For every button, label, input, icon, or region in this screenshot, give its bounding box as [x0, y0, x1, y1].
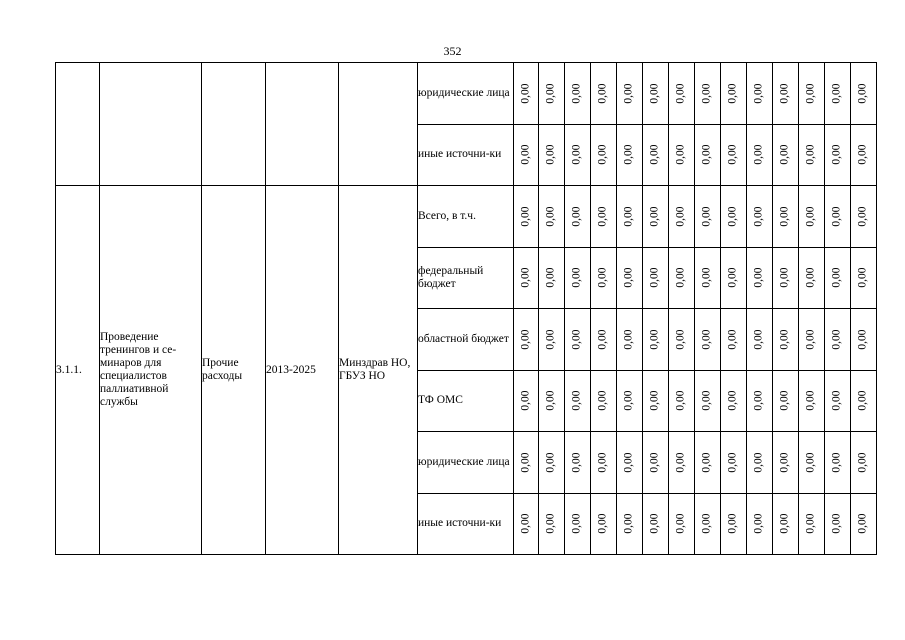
value-text: 0,00: [727, 83, 739, 104]
value-text: 0,00: [571, 390, 583, 411]
value-cell: [773, 309, 799, 371]
value-text: 0,00: [779, 513, 791, 534]
value-cell: [721, 186, 747, 248]
value-text: 0,00: [545, 144, 557, 165]
value-cell: [773, 247, 799, 309]
value-cell: [565, 432, 591, 494]
value-cell: [565, 309, 591, 371]
value-text: 0,00: [623, 329, 635, 350]
value-cell: [514, 186, 539, 248]
value-cell: [721, 493, 747, 555]
value-cell: [851, 63, 877, 125]
item-number: 3.1.1.: [56, 186, 100, 555]
value-text: 0,00: [519, 144, 532, 165]
value-text: 0,00: [545, 206, 557, 227]
value-cell: [643, 63, 669, 125]
page-number: 352: [443, 44, 462, 58]
value-text: 0,00: [831, 83, 843, 104]
value-text: 0,00: [675, 267, 687, 288]
value-cell: [773, 186, 799, 248]
value-cell: [539, 432, 565, 494]
value-cell: [747, 493, 773, 555]
value-cell: [747, 247, 773, 309]
table-row: [56, 63, 877, 125]
value-text: 0,00: [753, 83, 765, 104]
value-cell: [539, 247, 565, 309]
item-period: 2013-2025: [266, 186, 339, 555]
table-row: [56, 186, 877, 248]
value-text: 0,00: [831, 390, 843, 411]
value-text: 0,00: [649, 452, 661, 473]
value-cell: [695, 63, 721, 125]
value-text: 0,00: [519, 513, 532, 534]
value-text: 0,00: [779, 144, 791, 165]
value-text: 0,00: [831, 144, 843, 165]
value-cell: [799, 370, 825, 432]
value-text: 0,00: [805, 83, 817, 104]
value-text: 0,00: [857, 390, 869, 411]
value-text: 0,00: [727, 513, 739, 534]
value-cell: [617, 186, 643, 248]
value-cell: [669, 493, 695, 555]
value-cell: [514, 432, 539, 494]
value-text: 0,00: [701, 513, 713, 534]
value-text: 0,00: [519, 267, 532, 288]
value-text: 0,00: [675, 329, 687, 350]
value-text: 0,00: [857, 144, 869, 165]
value-text: 0,00: [727, 144, 739, 165]
value-text: 0,00: [623, 267, 635, 288]
value-cell: [617, 370, 643, 432]
value-text: 0,00: [675, 390, 687, 411]
value-cell: [799, 309, 825, 371]
value-cell: [747, 124, 773, 186]
prev-item-executor: [339, 63, 418, 186]
value-cell: [591, 309, 617, 371]
value-cell: [695, 309, 721, 371]
value-text: 0,00: [675, 452, 687, 473]
funding-source: областной бюджет: [418, 309, 514, 371]
value-text: 0,00: [675, 206, 687, 227]
value-text: 0,00: [805, 267, 817, 288]
value-cell: [773, 124, 799, 186]
value-cell: [747, 63, 773, 125]
value-text: 0,00: [623, 83, 635, 104]
value-text: 0,00: [545, 513, 557, 534]
funding-source: юридические лица: [418, 432, 514, 494]
value-cell: [721, 370, 747, 432]
value-cell: [591, 493, 617, 555]
value-cell: [643, 309, 669, 371]
value-text: 0,00: [649, 83, 661, 104]
value-text: 0,00: [701, 267, 713, 288]
value-text: 0,00: [753, 144, 765, 165]
value-cell: [514, 309, 539, 371]
value-cell: [539, 186, 565, 248]
value-cell: [539, 309, 565, 371]
value-cell: [539, 370, 565, 432]
value-cell: [825, 124, 851, 186]
value-cell: [773, 493, 799, 555]
value-cell: [514, 493, 539, 555]
value-text: 0,00: [727, 206, 739, 227]
value-text: 0,00: [727, 452, 739, 473]
value-text: 0,00: [675, 513, 687, 534]
value-cell: [851, 432, 877, 494]
value-text: 0,00: [597, 329, 609, 350]
value-text: 0,00: [753, 390, 765, 411]
value-cell: [695, 493, 721, 555]
value-cell: [617, 124, 643, 186]
item-name: Проведение тренингов и се-минаров для специалистов паллиативной службы: [100, 186, 202, 555]
value-text: 0,00: [805, 390, 817, 411]
value-text: 0,00: [753, 206, 765, 227]
value-cell: [643, 493, 669, 555]
value-text: 0,00: [649, 513, 661, 534]
value-cell: [669, 309, 695, 371]
value-cell: [514, 63, 539, 125]
value-text: 0,00: [623, 513, 635, 534]
value-cell: [747, 432, 773, 494]
value-text: 0,00: [831, 206, 843, 227]
value-text: 0,00: [623, 452, 635, 473]
value-text: 0,00: [701, 390, 713, 411]
value-text: 0,00: [649, 329, 661, 350]
value-cell: [514, 124, 539, 186]
value-text: 0,00: [779, 329, 791, 350]
value-text: 0,00: [831, 452, 843, 473]
value-text: 0,00: [597, 144, 609, 165]
value-cell: [695, 432, 721, 494]
value-text: 0,00: [545, 390, 557, 411]
value-text: 0,00: [571, 513, 583, 534]
value-cell: [773, 370, 799, 432]
value-cell: [825, 247, 851, 309]
value-text: 0,00: [727, 390, 739, 411]
budget-table: [55, 62, 877, 555]
value-text: 0,00: [597, 390, 609, 411]
value-cell: [799, 247, 825, 309]
value-text: 0,00: [623, 390, 635, 411]
value-text: 0,00: [701, 144, 713, 165]
value-text: 0,00: [805, 329, 817, 350]
value-text: 0,00: [753, 267, 765, 288]
value-text: 0,00: [649, 267, 661, 288]
value-cell: [565, 493, 591, 555]
value-cell: [565, 247, 591, 309]
prev-item-name: [100, 63, 202, 186]
value-cell: [773, 63, 799, 125]
value-cell: [565, 63, 591, 125]
value-cell: [695, 370, 721, 432]
value-text: 0,00: [753, 329, 765, 350]
value-text: 0,00: [779, 390, 791, 411]
item-executor: Минздрав НО, ГБУЗ НО: [339, 186, 418, 555]
value-cell: [643, 124, 669, 186]
value-text: 0,00: [779, 452, 791, 473]
value-cell: [617, 309, 643, 371]
value-text: 0,00: [649, 206, 661, 227]
value-cell: [799, 493, 825, 555]
value-text: 0,00: [701, 329, 713, 350]
funding-source: иные источни-ки: [418, 124, 514, 186]
value-text: 0,00: [753, 452, 765, 473]
funding-source: ТФ ОМС: [418, 370, 514, 432]
value-text: 0,00: [831, 513, 843, 534]
value-cell: [643, 370, 669, 432]
value-text: 0,00: [779, 206, 791, 227]
value-cell: [617, 63, 643, 125]
value-text: 0,00: [545, 452, 557, 473]
value-cell: [514, 247, 539, 309]
value-cell: [617, 493, 643, 555]
value-cell: [669, 63, 695, 125]
value-text: 0,00: [571, 144, 583, 165]
value-text: 0,00: [519, 329, 532, 350]
value-cell: [851, 186, 877, 248]
value-cell: [643, 432, 669, 494]
value-cell: [617, 247, 643, 309]
value-text: 0,00: [571, 267, 583, 288]
value-cell: [851, 493, 877, 555]
value-text: 0,00: [545, 329, 557, 350]
value-text: 0,00: [597, 206, 609, 227]
value-text: 0,00: [805, 452, 817, 473]
value-text: 0,00: [831, 267, 843, 288]
value-cell: [669, 186, 695, 248]
value-cell: [539, 63, 565, 125]
value-cell: [591, 432, 617, 494]
value-cell: [591, 186, 617, 248]
value-text: 0,00: [649, 390, 661, 411]
value-cell: [721, 432, 747, 494]
value-cell: [825, 432, 851, 494]
value-text: 0,00: [857, 452, 869, 473]
funding-source: юридические лица: [418, 63, 514, 125]
value-text: 0,00: [675, 144, 687, 165]
value-text: 0,00: [805, 206, 817, 227]
value-text: 0,00: [571, 83, 583, 104]
value-cell: [851, 309, 877, 371]
value-cell: [565, 370, 591, 432]
value-text: 0,00: [701, 83, 713, 104]
value-cell: [747, 370, 773, 432]
value-cell: [695, 186, 721, 248]
funding-source: Всего, в т.ч.: [418, 186, 514, 248]
value-text: 0,00: [623, 206, 635, 227]
value-cell: [825, 493, 851, 555]
value-cell: [565, 124, 591, 186]
value-text: 0,00: [857, 329, 869, 350]
value-text: 0,00: [545, 267, 557, 288]
value-text: 0,00: [571, 206, 583, 227]
value-cell: [721, 63, 747, 125]
value-text: 0,00: [597, 83, 609, 104]
value-text: 0,00: [597, 452, 609, 473]
value-text: 0,00: [857, 513, 869, 534]
value-text: 0,00: [701, 452, 713, 473]
value-cell: [747, 186, 773, 248]
value-text: 0,00: [675, 83, 687, 104]
value-cell: [851, 247, 877, 309]
value-text: 0,00: [727, 267, 739, 288]
value-cell: [799, 63, 825, 125]
value-cell: [825, 186, 851, 248]
value-text: 0,00: [519, 206, 532, 227]
value-text: 0,00: [805, 513, 817, 534]
value-text: 0,00: [779, 267, 791, 288]
value-cell: [825, 370, 851, 432]
value-cell: [799, 124, 825, 186]
value-text: 0,00: [597, 513, 609, 534]
value-cell: [643, 186, 669, 248]
value-text: 0,00: [701, 206, 713, 227]
value-cell: [539, 493, 565, 555]
value-cell: [773, 432, 799, 494]
value-text: 0,00: [857, 267, 869, 288]
value-cell: [669, 124, 695, 186]
value-text: 0,00: [857, 206, 869, 227]
value-cell: [851, 124, 877, 186]
funding-source: федеральный бюджет: [418, 247, 514, 309]
value-text: 0,00: [519, 452, 532, 473]
value-text: 0,00: [571, 329, 583, 350]
value-cell: [695, 247, 721, 309]
prev-item-period: [266, 63, 339, 186]
value-cell: [565, 186, 591, 248]
value-cell: [669, 432, 695, 494]
value-cell: [851, 370, 877, 432]
value-text: 0,00: [831, 329, 843, 350]
value-text: 0,00: [571, 452, 583, 473]
value-cell: [539, 124, 565, 186]
value-text: 0,00: [545, 83, 557, 104]
value-text: 0,00: [805, 144, 817, 165]
funding-source: иные источни-ки: [418, 493, 514, 555]
value-cell: [747, 309, 773, 371]
value-cell: [825, 63, 851, 125]
value-cell: [721, 309, 747, 371]
value-cell: [591, 247, 617, 309]
value-text: 0,00: [857, 83, 869, 104]
value-text: 0,00: [753, 513, 765, 534]
value-cell: [591, 124, 617, 186]
value-text: 0,00: [727, 329, 739, 350]
item-expense-type: Прочие расходы: [202, 186, 266, 555]
value-text: 0,00: [623, 144, 635, 165]
value-cell: [799, 186, 825, 248]
value-text: 0,00: [597, 267, 609, 288]
value-cell: [721, 247, 747, 309]
value-cell: [721, 124, 747, 186]
value-text: 0,00: [649, 144, 661, 165]
value-text: 0,00: [519, 390, 532, 411]
prev-item-number: [56, 63, 100, 186]
prev-item-expense-type: [202, 63, 266, 186]
value-cell: [695, 124, 721, 186]
value-cell: [591, 370, 617, 432]
value-cell: [669, 370, 695, 432]
value-cell: [617, 432, 643, 494]
value-cell: [643, 247, 669, 309]
value-cell: [669, 247, 695, 309]
value-cell: [825, 309, 851, 371]
value-cell: [799, 432, 825, 494]
value-cell: [514, 370, 539, 432]
value-cell: [591, 63, 617, 125]
value-text: 0,00: [779, 83, 791, 104]
value-text: 0,00: [519, 83, 532, 104]
